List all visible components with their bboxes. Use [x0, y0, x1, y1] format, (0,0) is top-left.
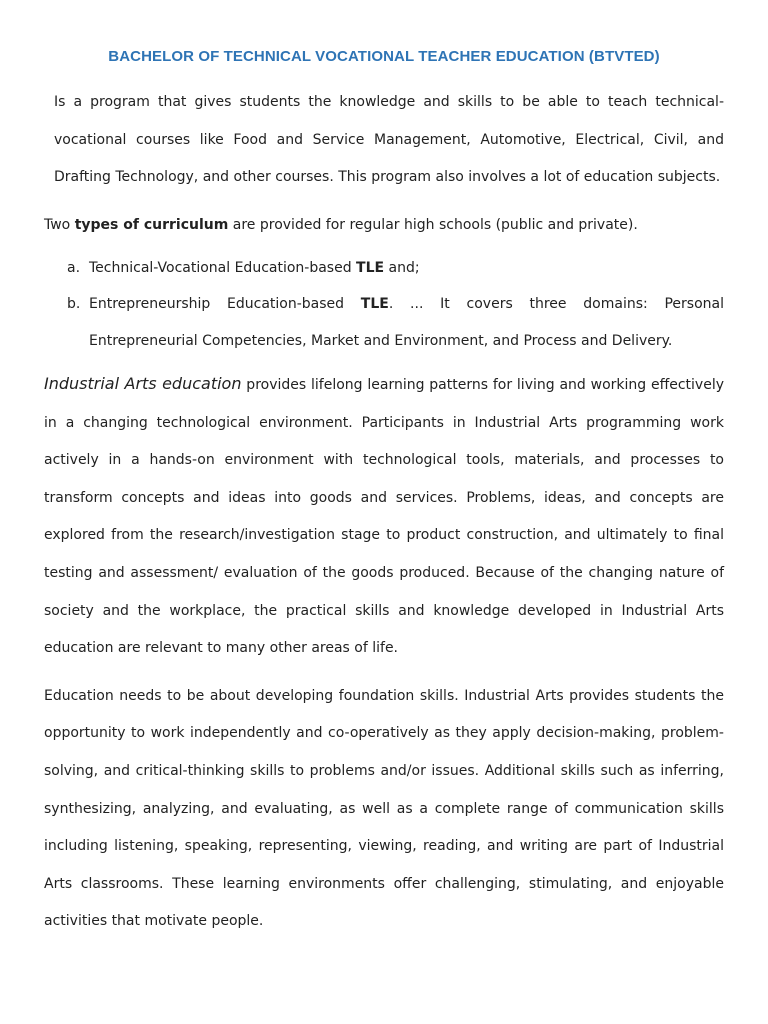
- list-item-bold: TLE: [360, 296, 389, 312]
- industrial-arts-lead: Industrial Arts education: [44, 374, 242, 393]
- list-item-bold: TLE: [356, 259, 385, 276]
- list-item: [44, 286, 724, 359]
- intro-paragraph: Is a program that gives students the knowledge and skills to be able to teach technical-vocational courses like Food and Service Management, Automotive, Electrical, Civil, and Drafting Technology, and other courses. This program also involves a lot of education subjects.: [54, 94, 724, 185]
- list-item-text-after: and;: [384, 259, 420, 276]
- document-title: BACHELOR OF TECHNICAL VOCATIONAL TEACHER EDUCATION (BTVTED): [108, 48, 660, 65]
- list-marker: a.: [67, 259, 81, 276]
- curriculum-types-sentence: [44, 207, 724, 244]
- list-item-text-after: . ... It covers three domains: Personal Entrepreneurial Competencies, Market and Environment, and Process and Delivery.: [89, 296, 724, 349]
- industrial-arts-body: provides lifelong learning patterns for living and working effectively in a changing technological environment. Participants in Industrial Arts programming work actively in a hands-on environment with technological tools, materials, and processes to transform concepts and ideas into goods and services. Problems, ideas, and concepts are explored from the research/investigation stage to product construction, and ultimately to final testing and assessment/ evaluation of the goods produced. Because of the changing nature of society and the workplace, the practical skills and knowledge developed in Industrial Arts education are relevant to many other areas of life.: [44, 377, 724, 657]
- list-item-text: Entrepreneurship Education-based: [89, 296, 361, 312]
- foundation-skills-paragraph: Education needs to be about developing foundation skills. Industrial Arts provides students the opportunity to work independently and co-operatively as they apply decision-making, problem-solving, and critical-thinking skills to problems and/or issues. Additional skills such as inferring, synthesizing, analyzing, and evaluating, as well as a complete range of communication skills including listening, speaking, representing, viewing, reading, and writing are part of Industrial Arts classrooms. These learning environments offer challenging, stimulating, and enjoyable activities that motivate people.: [44, 687, 724, 930]
- list-item-text: Technical-Vocational Education-based: [89, 259, 357, 276]
- curriculum-list: [44, 250, 724, 360]
- list-item: [44, 250, 724, 287]
- list-marker: b.: [67, 296, 81, 312]
- types-suffix: are provided for regular high schools (public and private).: [228, 216, 638, 233]
- types-prefix: Two: [44, 216, 75, 233]
- types-bold: types of curriculum: [74, 216, 229, 233]
- industrial-arts-paragraph: [44, 365, 724, 668]
